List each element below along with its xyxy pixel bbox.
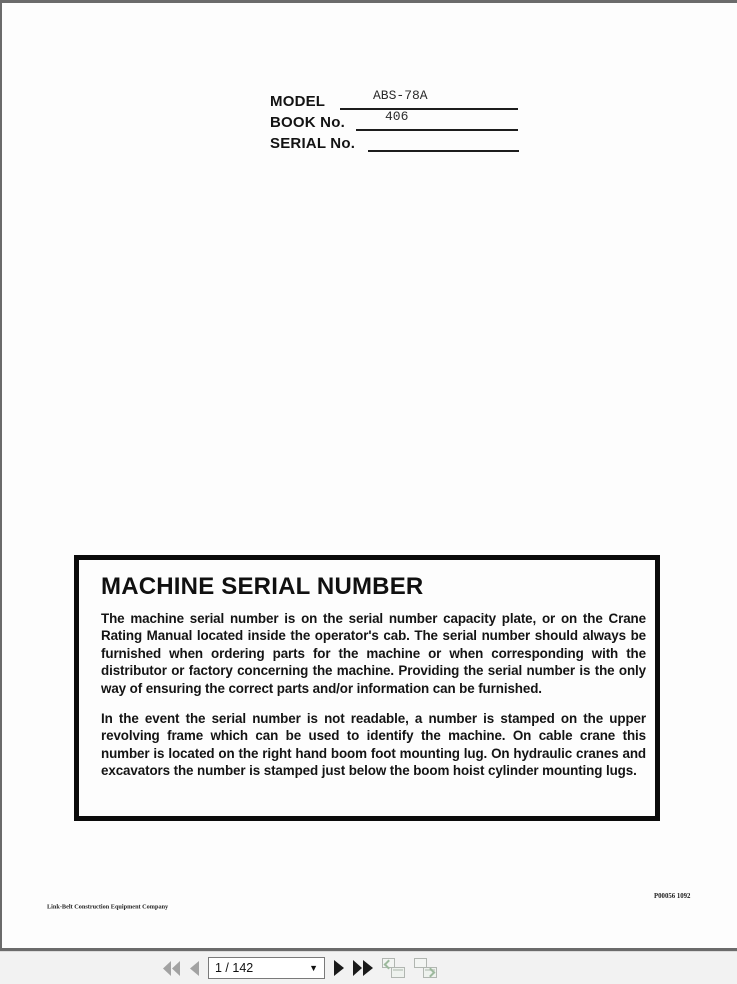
serial-number-label: SERIAL No. [270,135,356,152]
box-paragraph-1: The machine serial number is on the serial number capacity plate, or on the Crane Rating Manual located inside the operator's cab. The serial number should always be furnished when ordering parts for the machine or when corresponding with the distributor or factory concerning the machine. Providing the serial number is the only way of ensuring the correct parts and/or information can be furnished. [101,611,646,696]
first-page-icon [163,961,181,976]
page-navigation-group [163,952,437,984]
footer-company-name: Link-Belt Construction Equipment Company [47,903,169,911]
model-underline [340,108,518,110]
box-title: MACHINE SERIAL NUMBER [101,573,424,600]
next-page-icon [334,960,344,976]
next-page-button[interactable] [334,957,344,979]
machine-serial-number-box [74,555,660,821]
next-view-icon [414,958,437,978]
box-paragraph-2: In the event the serial number is not readable, a number is stamped on the upper revolving frame which can be used to identify the machine. On cable crane this number is located on the right hand boom foot mounting lug. On hydraulic cranes and excavators the number is stamped just below the boom hoist cylinder mounting lugs. [101,711,646,779]
footer-form-number: P00056 1092 [654,892,691,900]
next-view-button[interactable] [414,957,437,979]
last-page-icon [353,960,373,976]
first-page-button[interactable] [163,957,181,979]
page-number-text: 1 / 142 [215,961,254,975]
bottom-toolbar [0,951,737,983]
serial-number-underline [368,150,519,152]
previous-page-icon [190,961,199,976]
book-number-underline [356,129,518,131]
previous-view-button[interactable] [382,957,405,979]
book-number-value: 406 [385,109,409,124]
model-value: ABS-78A [373,88,428,103]
last-page-button[interactable] [353,957,373,979]
previous-page-button[interactable] [190,957,199,979]
chevron-down-icon: ▼ [309,962,318,973]
page-number-combobox[interactable] [208,957,325,979]
model-form [270,89,522,159]
previous-view-icon [382,958,405,978]
model-label: MODEL [270,93,326,110]
book-number-label: BOOK No. [270,114,345,131]
